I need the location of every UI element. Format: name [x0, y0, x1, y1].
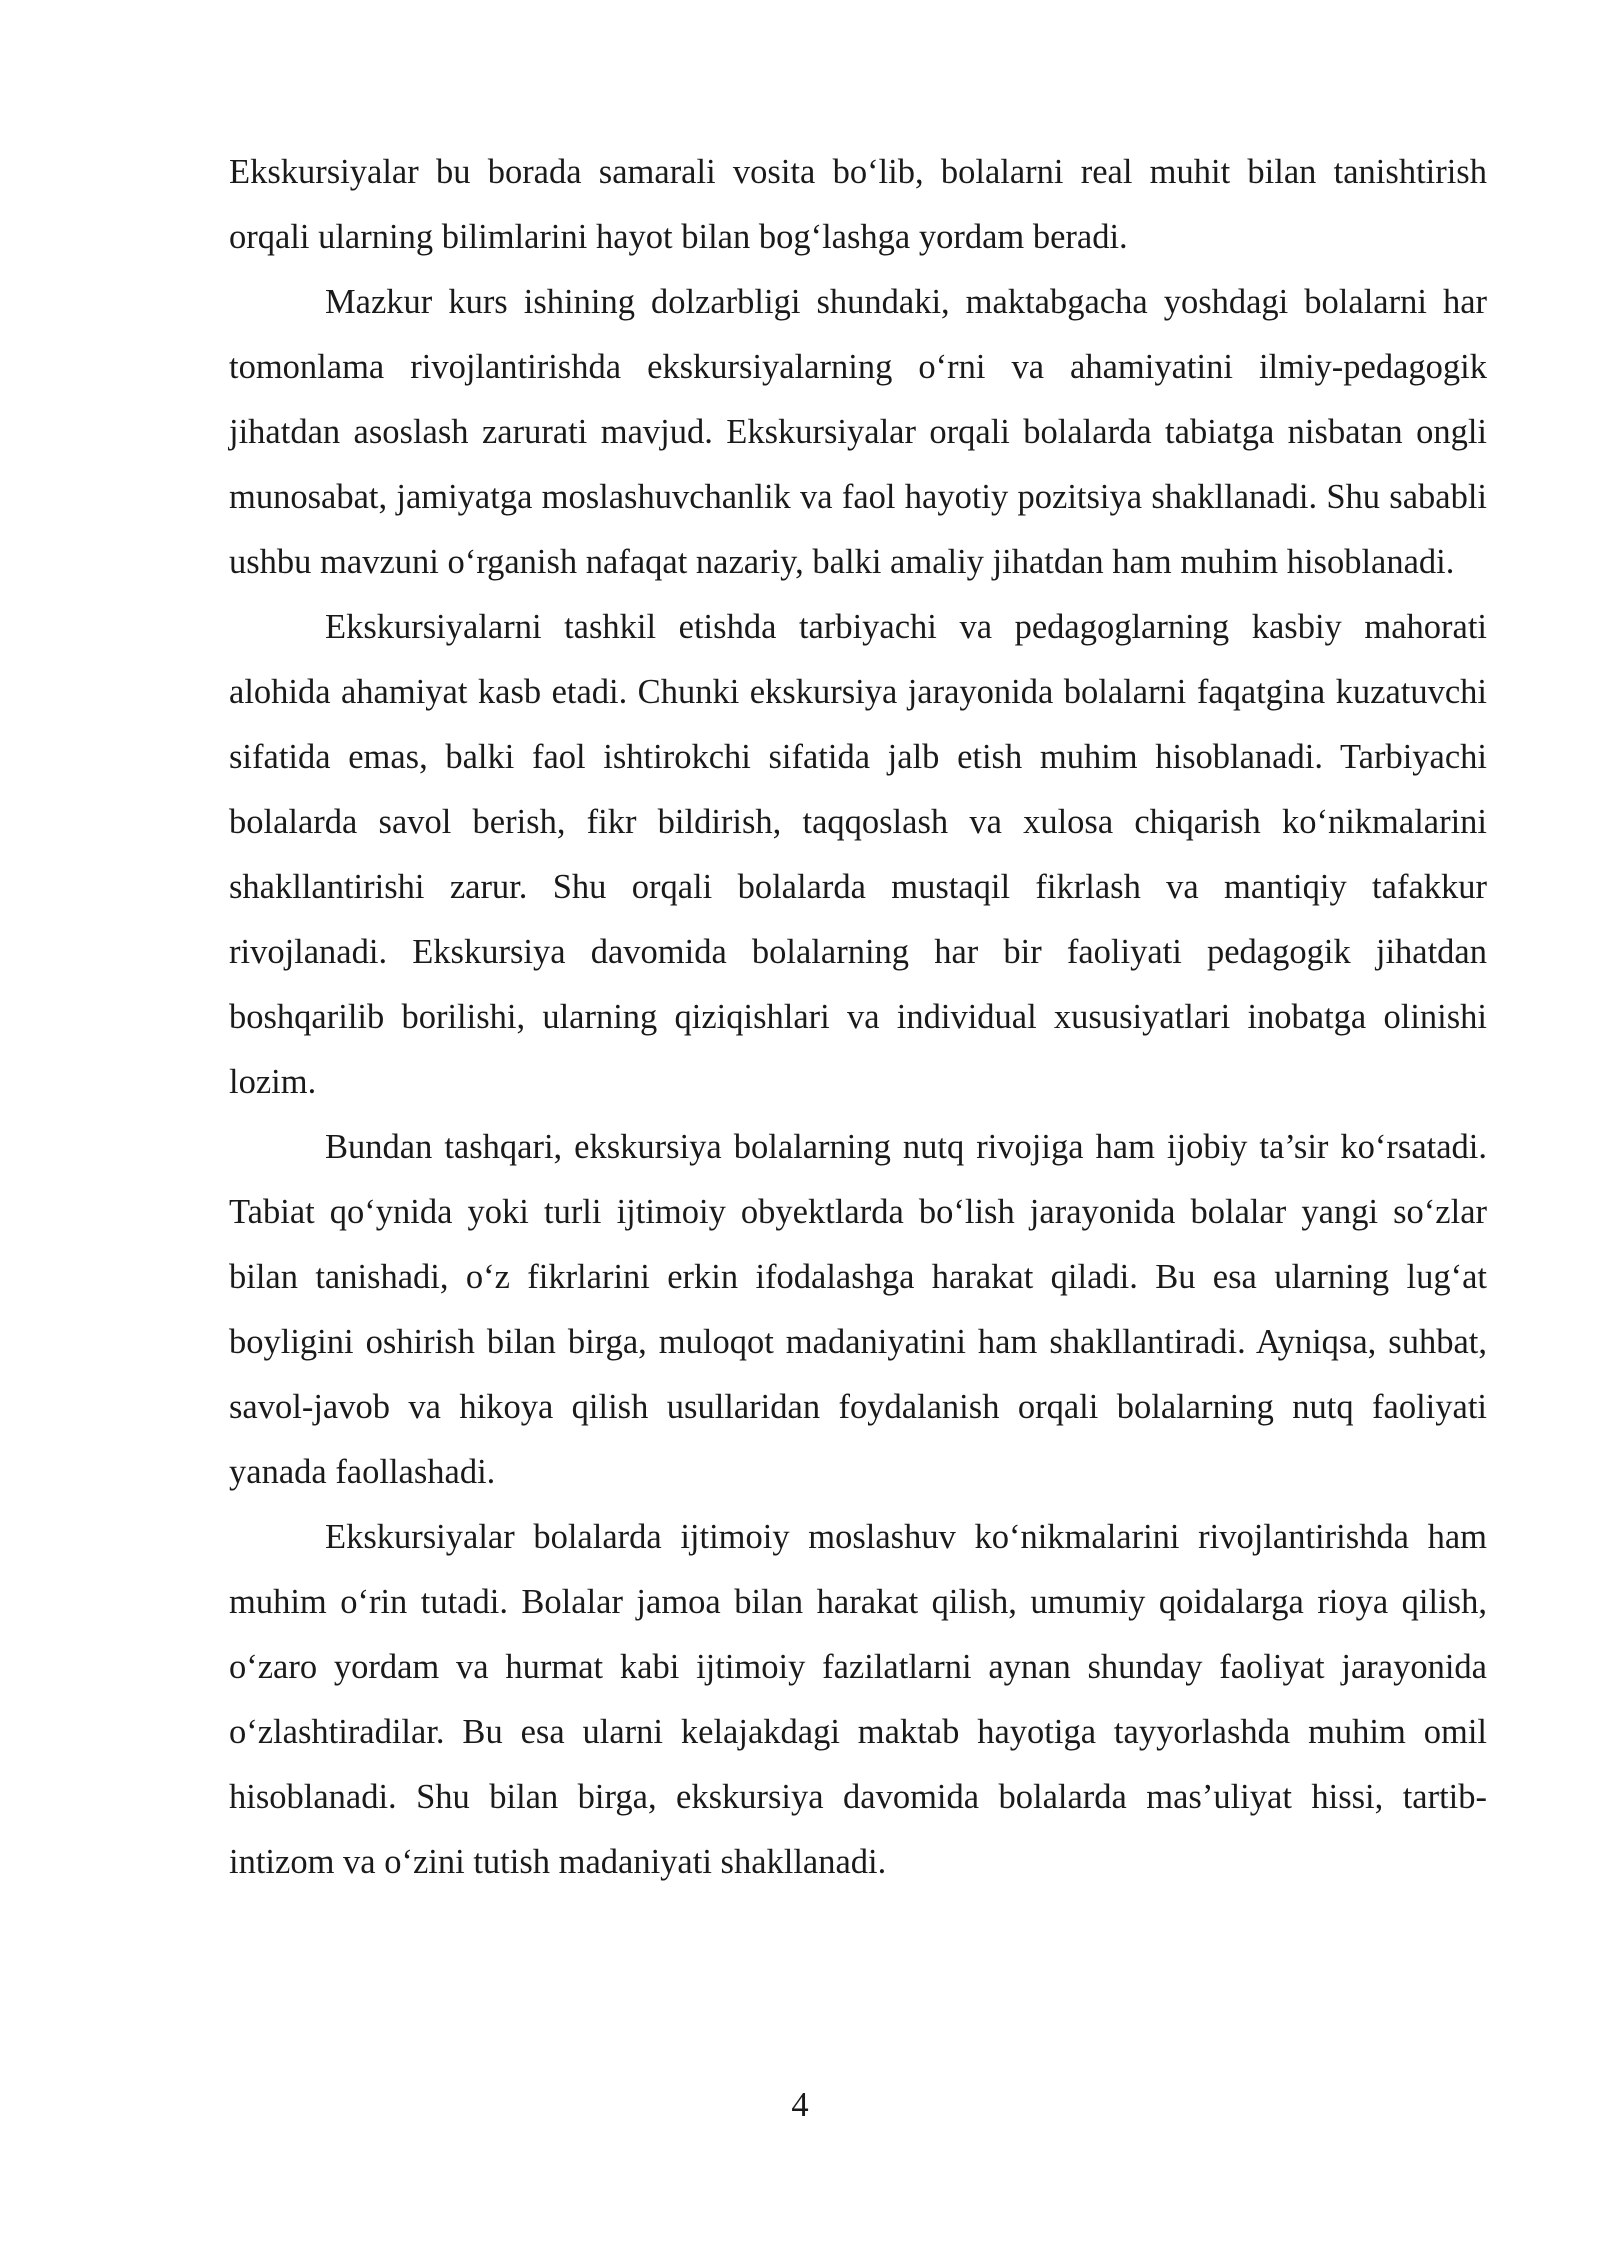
paragraph-social-adaptation: Ekskursiyalar bolalarda ijtimoiy moslashuv ko‘nikmalarini rivojlantirishda ham muhim o‘rin tutadi. Bolalar jamoa bilan harakat qilish, umumiy qoidalarga rioya qilish, o‘zaro yordam va hurmat kabi ijtimoiy fazilatlarni aynan shunday faoliyat jarayonida o‘zlashtiradilar. Bu esa ularni kelajakdagi maktab hayotiga tayyorlashda muhim omil hisoblanadi. Shu bilan birga, ekskursiya davomida bolalarda mas’uliyat hissi, tartib-intizom va o‘zini tutish madaniyati shakllanadi. [229, 1518, 1487, 1881]
paragraph-relevance: Mazkur kurs ishining dolzarbligi shundaki, maktabgacha yoshdagi bolalarni har tomonlama rivojlantirishda ekskursiyalarning o‘rni va ahamiyatini ilmiy-pedagogik jihatdan asoslash zarurati mavjud. Ekskursiyalar orqali bolalarda tabiatga nisbatan ongli munosabat, jamiyatga moslashuvchanlik va faol hayotiy pozitsiya shakllanadi. Shu sababli ushbu mavzuni o‘rganish nafaqat nazariy, balki amaliy jihatdan ham muhim hisoblanadi. [229, 283, 1487, 581]
paragraph-teacher-skills: Ekskursiyalarni tashkil etishda tarbiyachi va pedagoglarning kasbiy mahorati alohida ahamiyat kasb etadi. Chunki ekskursiya jarayonida bolalarni faqatgina kuzatuvchi sifatida emas, balki faol ishtirokchi sifatida jalb etish muhim hisoblanadi. Tarbiyachi bolalarda savol berish, fikr bildirish, taqqoslash va xulosa chiqarish ko‘nikmalarini shakllantirishi zarur. Shu orqali bolalarda mustaqil fikrlash va mantiqiy tafakkur rivojlanadi. Ekskursiya davomida bolalarning har bir faoliyati pedagogik jihatdan boshqarilib borilishi, ularning qiziqishlari va individual xususiyatlari inobatga olinishi lozim. [229, 608, 1487, 1101]
paragraph-continued: Ekskursiyalar bu borada samarali vosita bo‘lib, bolalarni real muhit bilan tanishtirish orqali ularning bilimlarini hayot bilan bog‘lashga yordam beradi. [229, 153, 1487, 256]
body-text [229, 140, 1487, 1895]
page-number: 4 [791, 2086, 809, 2124]
paragraph-speech-development: Bundan tashqari, ekskursiya bolalarning nutq rivojiga ham ijobiy ta’sir ko‘rsatadi. Tabiat qo‘ynida yoki turli ijtimoiy obyektlarda bo‘lish jarayonida bolalar yangi so‘zlar bilan tanishadi, o‘z fikrlarini erkin ifodalashga harakat qiladi. Bu esa ularning lug‘at boyligini oshirish bilan birga, muloqot madaniyatini ham shakllantiradi. Ayniqsa, suhbat, savol-javob va hikoya qilish usullaridan foydalanish orqali bolalarning nutq faoliyati yanada faollashadi. [229, 1128, 1487, 1491]
